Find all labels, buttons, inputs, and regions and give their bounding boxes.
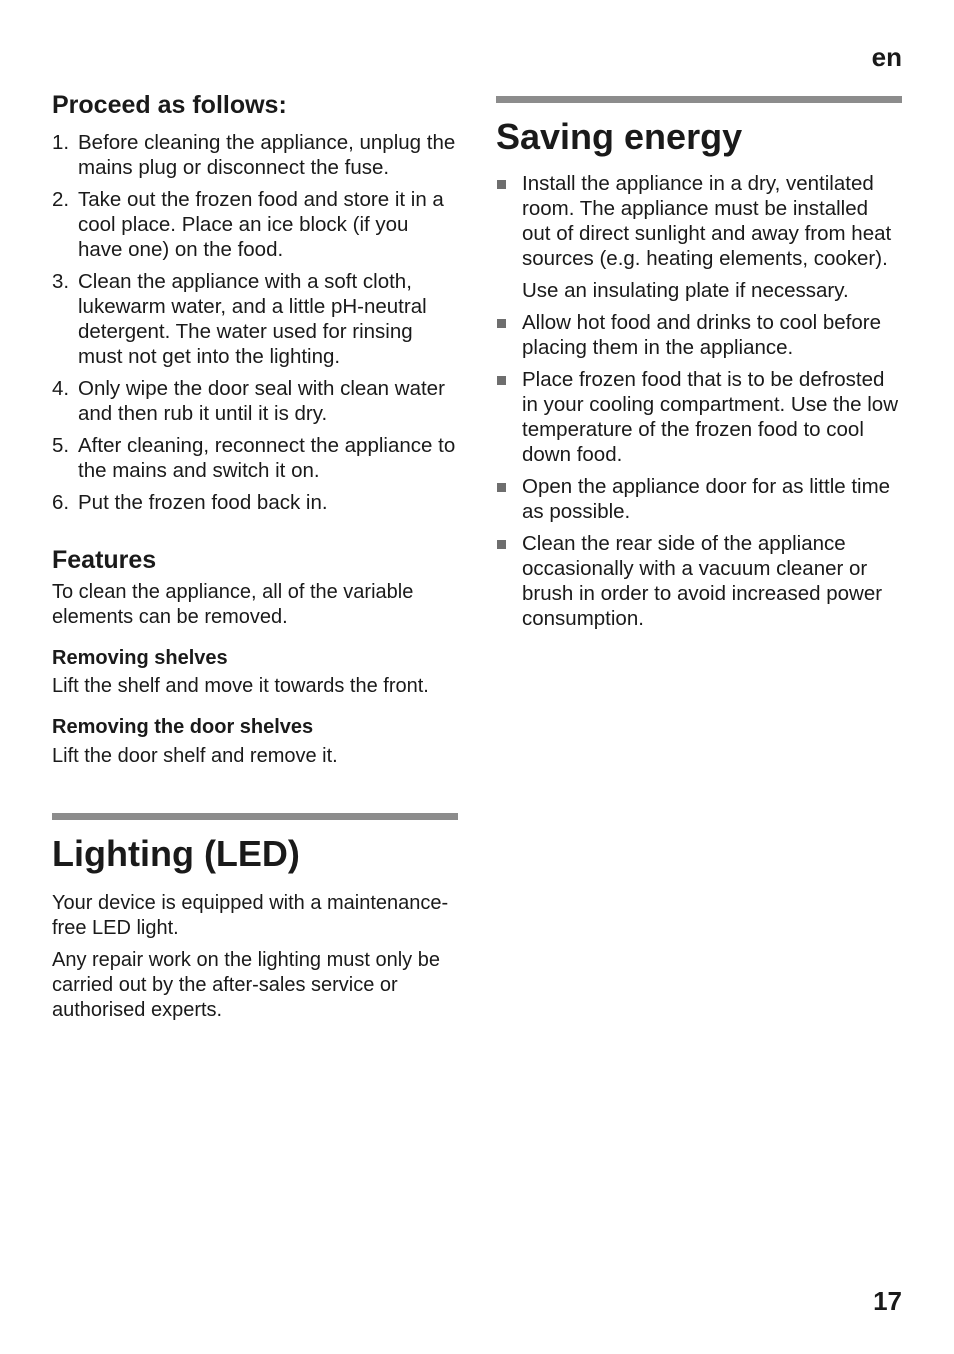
step-item: [52, 187, 458, 262]
step-text: Only wipe the door seal with clean water and then rub it until it is dry.: [78, 377, 445, 425]
step-number: 1.: [52, 131, 70, 154]
list-item: [496, 171, 902, 271]
features-intro: To clean the appliance, all of the variable elements can be removed.: [52, 581, 414, 628]
page-number: 17: [873, 1286, 902, 1316]
square-bullet-icon: [496, 171, 522, 271]
lighting-paragraph-1: Your device is equipped with a maintenance-free LED light.: [52, 892, 449, 939]
bullet-text: Allow hot food and drinks to cool before placing them in the appliance.: [522, 311, 881, 359]
list-item: [496, 367, 902, 467]
bullet-sub-note: Use an insulating plate if necessary.: [522, 279, 849, 302]
square-bullet-icon: [496, 531, 522, 631]
lighting-paragraph-2: Any repair work on the lighting must only be carried out by the after-sales service or authorised experts.: [52, 949, 440, 1021]
square-bullet-icon: [496, 310, 522, 360]
saving-energy-heading: Saving energy: [496, 116, 743, 157]
cleaning-steps-list: [52, 130, 458, 515]
step-number: 6.: [52, 491, 70, 514]
step-text: Clean the appliance with a soft cloth, lukewarm water, and a little pH-neutral detergent. The water used for rinsing must not get into the lighting.: [78, 270, 427, 368]
step-text: Take out the frozen food and store it in a cool place. Place an ice block (if you have one) on the food.: [78, 188, 444, 261]
list-item: [496, 531, 902, 631]
list-item: [496, 474, 902, 524]
bullet-text: Install the appliance in a dry, ventilated room. The appliance must be installed out of direct sunlight and away from heat sources (e.g. heating elements, cooker).: [522, 172, 892, 270]
step-item: [52, 433, 458, 483]
lighting-heading: Lighting (LED): [52, 833, 300, 874]
left-column: [52, 88, 458, 1023]
removing-shelves-text: Lift the shelf and move it towards the front.: [52, 675, 429, 697]
section-divider: [52, 813, 458, 820]
step-item: [52, 490, 458, 515]
language-code: en: [871, 42, 902, 72]
bullet-text: Open the appliance door for as little time as possible.: [522, 475, 891, 523]
removing-shelves-heading: Removing shelves: [52, 647, 228, 669]
step-text: Put the frozen food back in.: [78, 491, 328, 514]
saving-energy-list-continued: [496, 310, 902, 631]
step-text: After cleaning, reconnect the appliance to the mains and switch it on.: [78, 434, 456, 482]
step-number: 3.: [52, 270, 70, 293]
step-number: 2.: [52, 188, 70, 211]
step-number: 5.: [52, 434, 70, 457]
saving-energy-list: [496, 171, 902, 271]
bullet-text: Clean the rear side of the appliance occasionally with a vacuum cleaner or brush in order to avoid increased power consumption.: [522, 532, 883, 630]
right-column: [496, 96, 902, 638]
square-bullet-icon: [496, 474, 522, 524]
step-text: Before cleaning the appliance, unplug the mains plug or disconnect the fuse.: [78, 131, 456, 179]
bullet-text: Place frozen food that is to be defrosted in your cooling compartment. Use the low temperature of the frozen food to cool down food.: [522, 368, 899, 466]
step-item: [52, 269, 458, 369]
step-number: 4.: [52, 377, 70, 400]
step-item: [52, 376, 458, 426]
step-item: [52, 130, 458, 180]
square-bullet-icon: [496, 367, 522, 467]
section-divider: [496, 96, 902, 103]
removing-door-shelves-text: Lift the door shelf and remove it.: [52, 745, 338, 767]
features-heading: Features: [52, 546, 157, 574]
proceed-heading: Proceed as follows:: [52, 91, 287, 119]
list-item: [496, 310, 902, 360]
removing-door-shelves-heading: Removing the door shelves: [52, 716, 314, 738]
